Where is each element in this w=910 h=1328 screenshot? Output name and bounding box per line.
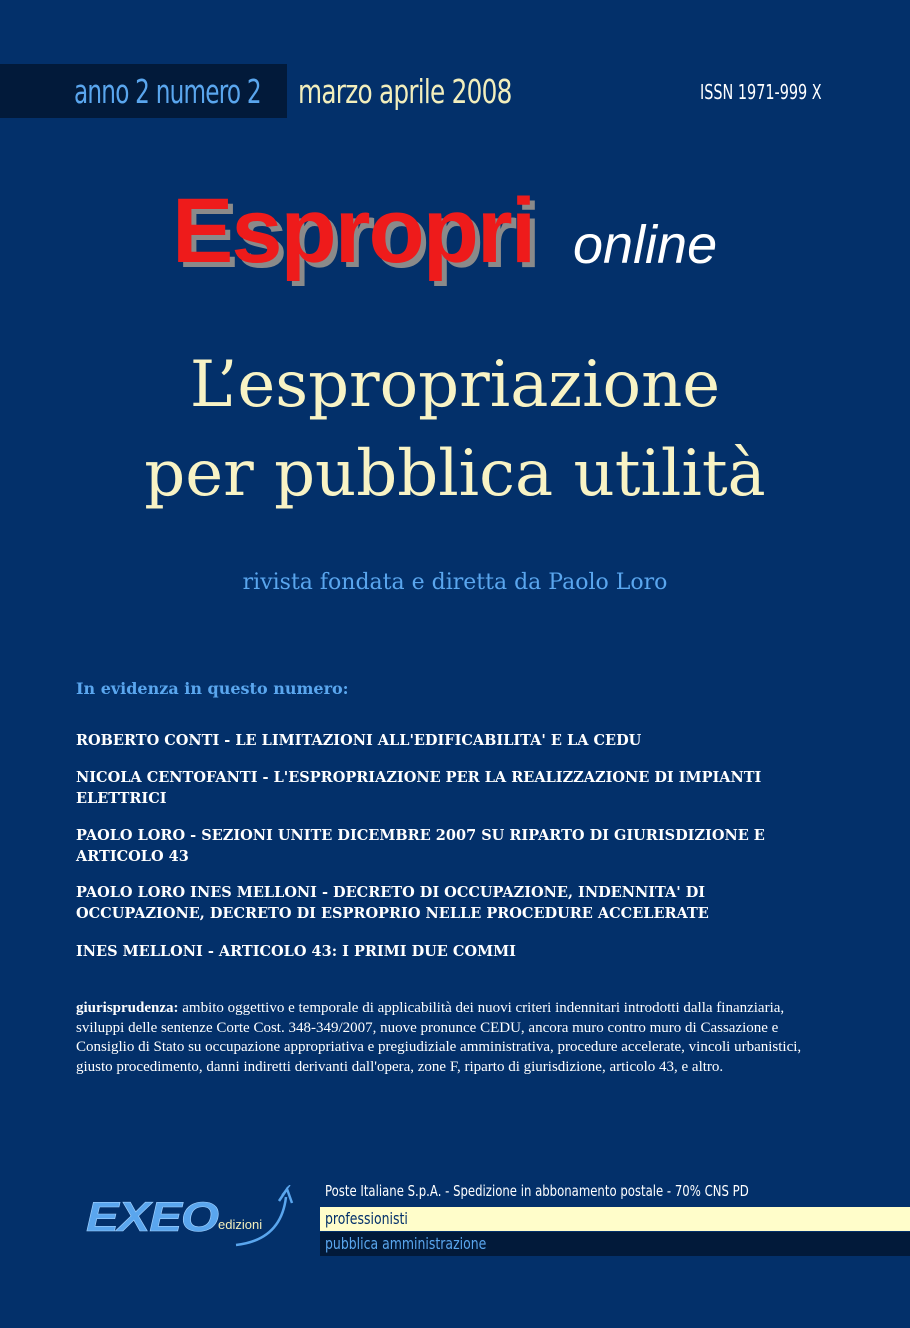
list-item: INES MELLONI - ARTICOLO 43: I PRIMI DUE COMMI [76,943,516,960]
audience-band-professionals [320,1207,910,1231]
issue-number: anno 2 numero 2 [74,72,261,111]
list-item: NICOLA CENTOFANTI - L'ESPROPRIAZIONE PER LA REALIZZAZIONE DI IMPIANTI ELETTRICI [76,769,762,807]
audience-label: pubblica amministrazione [325,1234,487,1253]
cover-title-line-2: per pubblica utilità [144,437,766,511]
cover-title-line-1: L’espropriazione [189,348,721,422]
masthead-suffix: online [573,215,718,275]
audience-label: professionisti [325,1209,408,1228]
list-item: ROBERTO CONTI - LE LIMITAZIONI ALL'EDIFICABILITA' E LA CEDU [76,732,642,749]
publisher-logo-sub: edizioni [218,1217,263,1232]
list-item: PAOLO LORO INES MELLONI - DECRETO DI OCCUPAZIONE, INDENNITA' DI OCCUPAZIONE, DECRETO DI ESPROPRIO NELLE PROCEDURE ACCELERATE [76,884,709,922]
jurisprudence-text: ambito oggettivo e temporale di applicabilità dei nuovi criteri indennitari introdotti dalla finanziaria, sviluppi delle sentenze Corte Cost. 348-349/2007, nuove pronunce CEDU, ancora muro contro muro di Cassazione e Consiglio di Stato su occupazione appropriativa e pregiudiziale amministrativa, procedure accelerate, vincoli urbanistici, giusto procedimento, danni indiretti derivanti dall'opera, zone F, riparto di giurisdizione, articolo 43, e altro. [76,1000,802,1075]
list-item: PAOLO LORO - SEZIONI UNITE DICEMBRE 2007 SU RIPARTO DI GIURISDIZIONE E ARTICOLO 43 [76,827,765,865]
postal-notice: Poste Italiane S.p.A. - Spedizione in abbonamento postale - 70% CNS PD [325,1182,749,1200]
jurisprudence-summary [76,999,836,1077]
masthead-title: Espropri [172,180,535,282]
issn: ISSN 1971-999 X [700,80,822,104]
highlights-heading: In evidenza in questo numero: [76,679,349,698]
jurisprudence-label: giurisprudenza: [76,1000,179,1016]
publisher-logo [86,1185,301,1255]
founder-line: rivista fondata e diretta da Paolo Loro [242,570,668,595]
audience-band-public-admin [320,1232,910,1256]
publisher-logo-text: EXEO [86,1193,219,1240]
issue-date: marzo aprile 2008 [298,72,512,111]
